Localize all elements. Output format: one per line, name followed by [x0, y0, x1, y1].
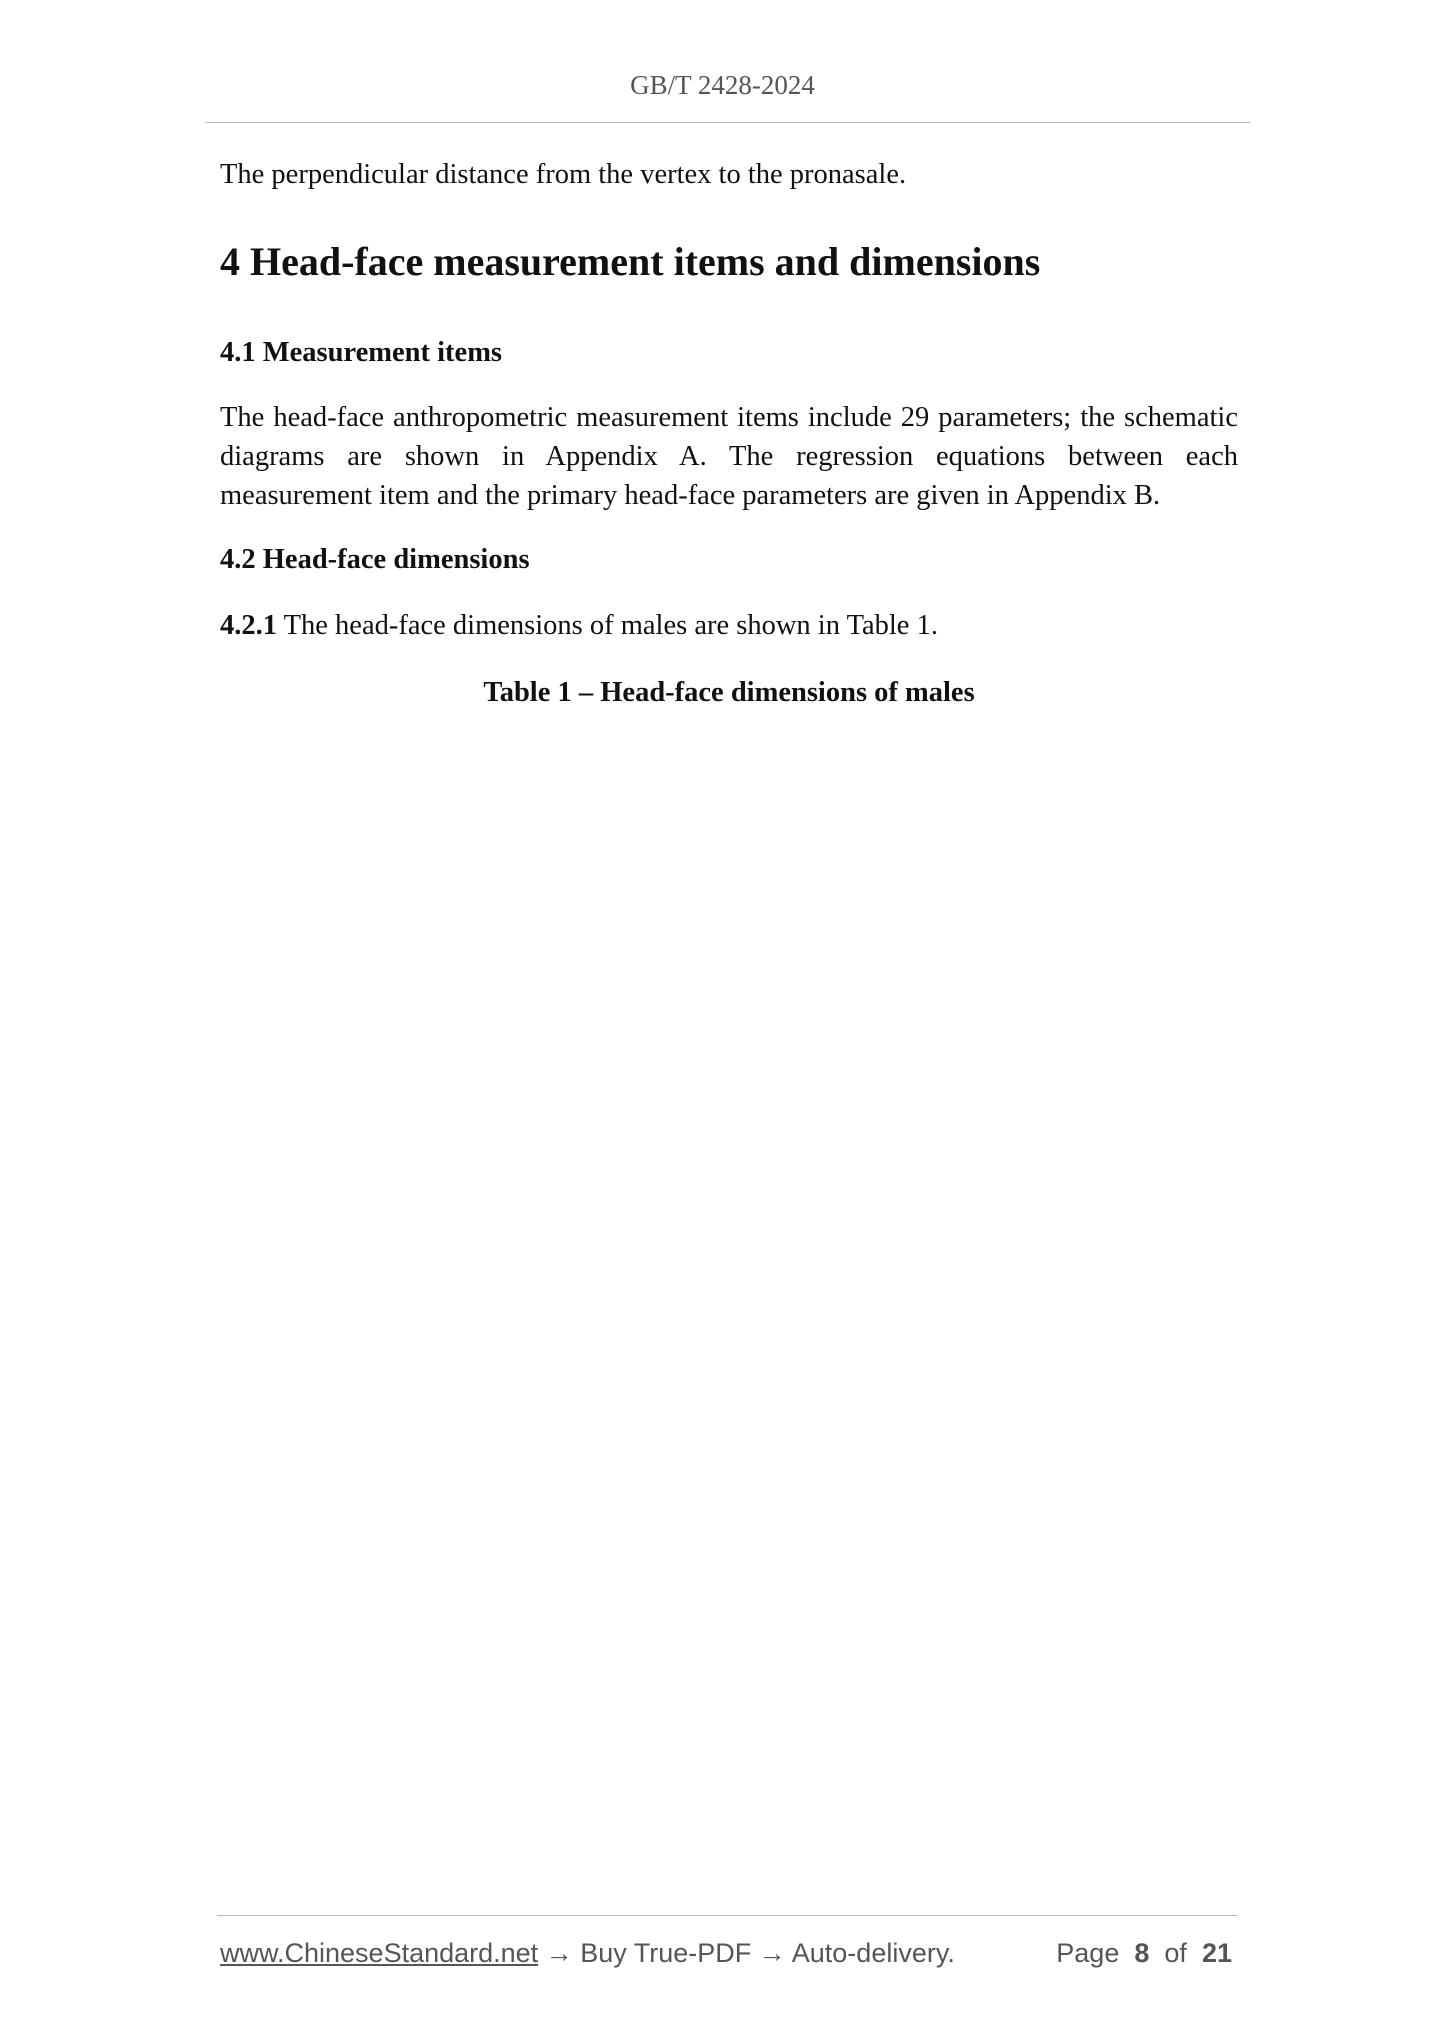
section-4-1-heading: 4.1 Measurement items [220, 337, 503, 368]
arrow-right-icon: → [538, 1938, 581, 1968]
page-content [220, 155, 1238, 713]
intro-paragraph: The perpendicular distance from the vertex to the pronasale. [220, 159, 907, 190]
page-number [1056, 1933, 1232, 1973]
buy-pdf-text: Buy True-PDF [580, 1938, 752, 1968]
footer-divider [217, 1915, 1237, 1916]
clause-text: The head-face dimensions of males are shown in Table 1. [277, 610, 938, 641]
footer-promo [220, 1933, 955, 1973]
header-divider [205, 122, 1250, 123]
section-4-heading: 4 Head-face measurement items and dimensions [220, 239, 1041, 284]
page-label: Page [1056, 1938, 1120, 1968]
document-code-header: GB/T 2428-2024 [630, 70, 815, 100]
section-4-1-paragraph: The head-face anthropometric measurement items include 29 parameters; the schematic diagrams are shown in Appendix A. The regression equations between each measurement item and the primary head-face parameters are given in Appendix B. [220, 402, 1238, 511]
arrow-right-icon: → [751, 1938, 792, 1968]
section-4-2-1-paragraph [220, 606, 1238, 646]
page-of-label: of [1164, 1938, 1187, 1968]
page-current: 8 [1134, 1938, 1150, 1968]
section-4-2-heading: 4.2 Head-face dimensions [220, 544, 530, 575]
page-total: 21 [1201, 1938, 1232, 1968]
clause-number: 4.2.1 [220, 610, 277, 641]
website-link[interactable]: www.ChineseStandard.net [220, 1938, 539, 1968]
auto-delivery-text: Auto-delivery. [791, 1938, 955, 1968]
table-1-caption: Table 1 – Head-face dimensions of males [483, 677, 975, 708]
